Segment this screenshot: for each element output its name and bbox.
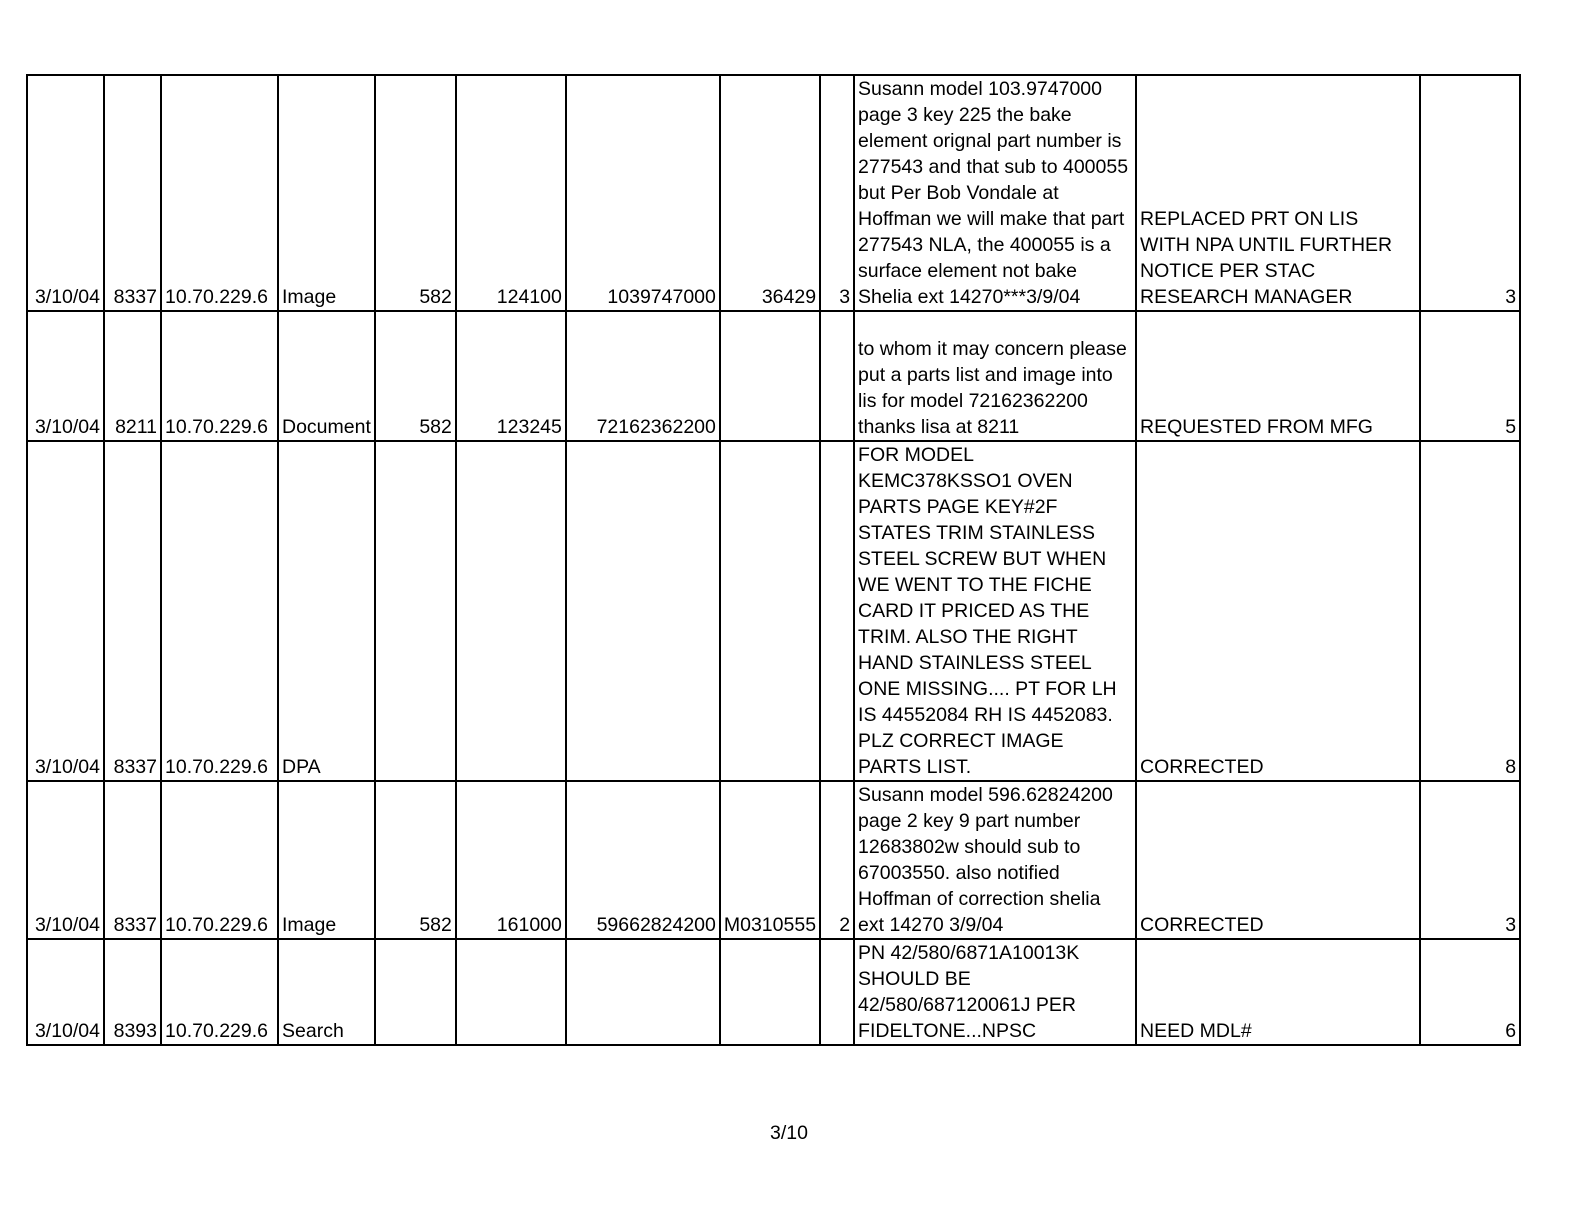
page-cell (820, 939, 854, 1045)
part-reference-cell (720, 311, 820, 441)
page-cell: 3 (820, 75, 854, 311)
resolution-cell: NEED MDL# (1136, 939, 1420, 1045)
code-cell (375, 441, 456, 781)
model-number-cell: 72162362200 (566, 311, 720, 441)
resolution-cell: REQUESTED FROM MFG (1136, 311, 1420, 441)
reference-number-cell: 124100 (456, 75, 566, 311)
issue-log-table (26, 74, 1521, 1046)
resolution-cell: CORRECTED (1136, 441, 1420, 781)
table-row (27, 311, 1520, 441)
user-id-cell: 8211 (104, 311, 161, 441)
count-cell: 3 (1420, 781, 1520, 939)
page-number: 3/10 (770, 1122, 808, 1144)
date-cell: 3/10/04 (27, 75, 104, 311)
ip-address-cell: 10.70.229.6 (161, 441, 278, 781)
resolution-cell: REPLACED PRT ON LIS WITH NPA UNTIL FURTHER NOTICE PER STAC RESEARCH MANAGER (1136, 75, 1420, 311)
ip-address-cell: 10.70.229.6 (161, 939, 278, 1045)
reference-number-cell (456, 441, 566, 781)
count-cell: 8 (1420, 441, 1520, 781)
user-id-cell: 8393 (104, 939, 161, 1045)
resolution-cell: CORRECTED (1136, 781, 1420, 939)
part-reference-cell (720, 441, 820, 781)
code-cell: 582 (375, 75, 456, 311)
page-cell (820, 441, 854, 781)
count-cell: 3 (1420, 75, 1520, 311)
code-cell: 582 (375, 781, 456, 939)
count-cell: 5 (1420, 311, 1520, 441)
table-row (27, 441, 1520, 781)
comment-cell: Susann model 103.9747000 page 3 key 225 the bake element orignal part number is 277543 and that sub to 400055 but Per Bob Vondale at Hoffman we will make that part 277543 NLA, the 400055 is a surface element not bake Shelia ext 14270***3/9/04 (854, 75, 1136, 311)
comment-cell: FOR MODEL KEMC378KSSO1 OVEN PARTS PAGE KEY#2F STATES TRIM STAINLESS STEEL SCREW BUT WHEN WE WENT TO THE FICHE CARD IT PRICED AS THE TRIM. ALSO THE RIGHT HAND STAINLESS STEEL ONE MISSING.... PT FOR LH IS 44552084 RH IS 4452083. PLZ CORRECT IMAGE PARTS LIST. (854, 441, 1136, 781)
model-number-cell (566, 441, 720, 781)
request-type-cell: Search (278, 939, 375, 1045)
user-id-cell: 8337 (104, 441, 161, 781)
date-cell: 3/10/04 (27, 781, 104, 939)
table-row (27, 75, 1520, 311)
date-cell: 3/10/04 (27, 441, 104, 781)
code-cell (375, 939, 456, 1045)
ip-address-cell: 10.70.229.6 (161, 311, 278, 441)
request-type-cell: DPA (278, 441, 375, 781)
table-row (27, 939, 1520, 1045)
table-row (27, 781, 1520, 939)
reference-number-cell: 123245 (456, 311, 566, 441)
date-cell: 3/10/04 (27, 311, 104, 441)
code-cell: 582 (375, 311, 456, 441)
reference-number-cell (456, 939, 566, 1045)
comment-cell: to whom it may concern please put a parts list and image into lis for model 72162362200 thanks lisa at 8211 (854, 311, 1136, 441)
user-id-cell: 8337 (104, 75, 161, 311)
model-number-cell: 1039747000 (566, 75, 720, 311)
page-cell: 2 (820, 781, 854, 939)
comment-cell: PN 42/580/6871A10013K SHOULD BE 42/580/687120061J PER FIDELTONE...NPSC (854, 939, 1136, 1045)
request-type-cell: Document (278, 311, 375, 441)
reference-number-cell: 161000 (456, 781, 566, 939)
part-reference-cell (720, 939, 820, 1045)
date-cell: 3/10/04 (27, 939, 104, 1045)
count-cell: 6 (1420, 939, 1520, 1045)
page-cell (820, 311, 854, 441)
part-reference-cell: M0310555 (720, 781, 820, 939)
ip-address-cell: 10.70.229.6 (161, 75, 278, 311)
request-type-cell: Image (278, 781, 375, 939)
comment-cell: Susann model 596.62824200 page 2 key 9 part number 12683802w should sub to 67003550. also notified Hoffman of correction shelia ext 14270 3/9/04 (854, 781, 1136, 939)
user-id-cell: 8337 (104, 781, 161, 939)
part-reference-cell: 36429 (720, 75, 820, 311)
model-number-cell: 59662824200 (566, 781, 720, 939)
ip-address-cell: 10.70.229.6 (161, 781, 278, 939)
model-number-cell (566, 939, 720, 1045)
request-type-cell: Image (278, 75, 375, 311)
